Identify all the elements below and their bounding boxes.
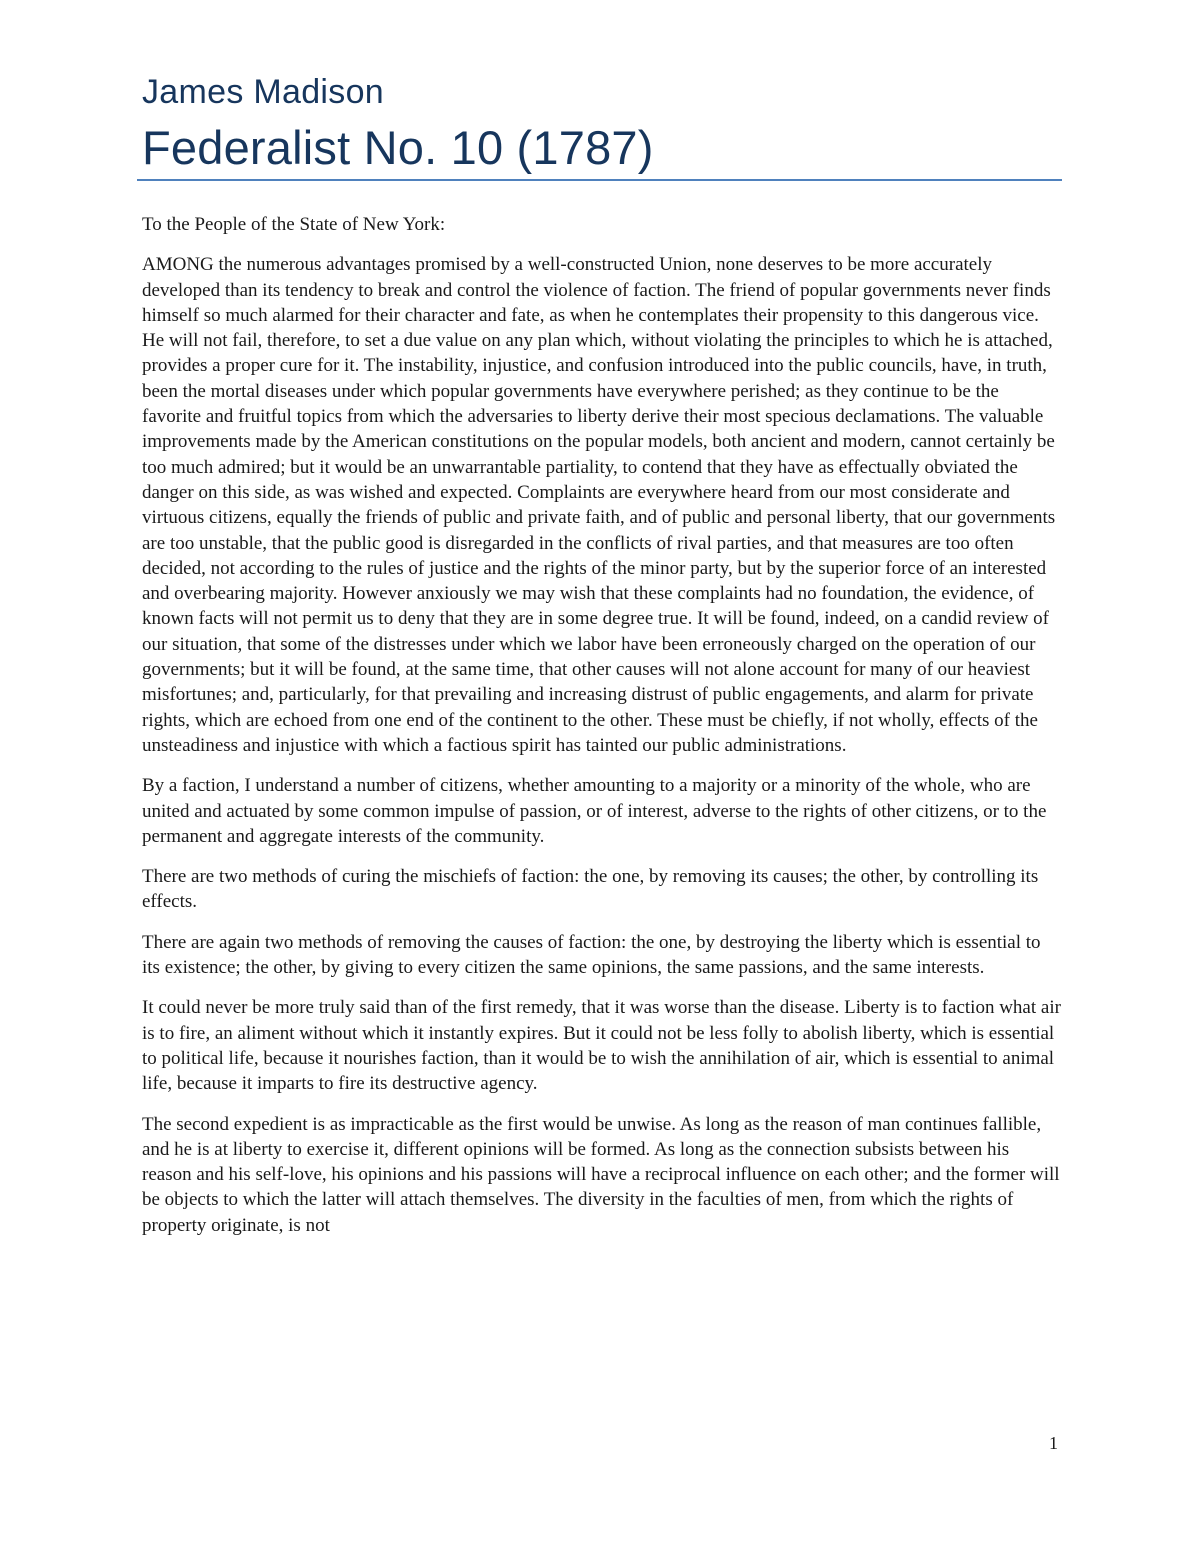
document-title: Federalist No. 10 (1787): [142, 121, 654, 174]
page-number: 1: [1049, 1433, 1058, 1453]
paragraph-6: The second expedient is as impracticable as the first would be unwise. As long as the reason of man continues fallible, and he is at liberty to exercise it, different opinions will be formed. As long as the connection subsists between his reason and his self-love, his opinions and his passions will have a reciprocal influence on each other; and the former will be objects to which the latter will attach themselves. The diversity in the faculties of men, from which the rights of property originate, is not: [142, 1113, 1060, 1236]
paragraph-3: There are two methods of curing the mischiefs of faction: the one, by removing its causes; the other, by controlling its effects.: [142, 866, 1039, 913]
paragraph-4: There are again two methods of removing the causes of faction: the one, by destroying the liberty which is essential to its existence; the other, by giving to every citizen the same opinions, the same passions, and the same interests.: [142, 931, 1041, 979]
paragraph-1: AMONG the numerous advantages promised by a well-constructed Union, none deserves to be more accurately developed than its tendency to break and control the violence of faction. The friend of popular governments never finds himself so much alarmed for their character and fate, as when he contemplates their propensity to this dangerous vice. He will not fail, therefore, to set a due value on any plan which, without violating the principles to which he is attached, provides a proper cure for it. The instability, injustice, and confusion introduced into the public councils, have, in truth, been the mortal diseases under which popular governments have everywhere perished; as they continue to be the favorite and fruitful topics from which the adversaries to liberty derive their most specious declamations. The valuable improvements made by the American constitutions on the popular models, both ancient and modern, cannot certainly be too much admired; but it would be an unwarrantable partiality, to contend that they have as effectually obviated the danger on this side, as was wished and expected. Complaints are everywhere heard from our most considerate and virtuous citizens, equally the friends of public and private faith, and of public and personal liberty, that our governments are too unstable, that the public good is disregarded in the conflicts of rival parties, and that measures are too often decided, not according to the rules of justice and the rights of the minor party, but by the superior force of an interested and overbearing majority. However anxiously we may wish that these complaints had no foundation, the evidence, of known facts will not permit us to deny that they are in some degree true. It will be found, indeed, on a candid review of our situation, that some of the distresses under which we labor have been erroneously charged on the operation of our governments; but it will be found, at the same time, that other causes will not alone account for many of our heaviest misfortunes; and, particularly, for that prevailing and increasing distrust of public engagements, and alarm for private rights, which are echoed from one end of the continent to the other. These must be chiefly, if not wholly, effects of the unsteadiness and injustice with which a factious spirit has tainted our public administrations.: [142, 254, 1056, 756]
title-divider: [137, 179, 1062, 181]
salutation: To the People of the State of New York:: [142, 214, 446, 235]
document-body: [142, 212, 1062, 1253]
paragraph-5: It could never be more truly said than of the first remedy, that it was worse than the disease. Liberty is to faction what air is to fire, an aliment without which it instantly expires. But it could not be less folly to abolish liberty, which is essential to political life, because it nourishes faction, than it would be to wish the annihilation of air, which is essential to animal life, because it imparts to fire its destructive agency.: [142, 997, 1061, 1095]
paragraph-2: By a faction, I understand a number of citizens, whether amounting to a majority or a minority of the whole, who are united and actuated by some common impulse of passion, or of interest, adverse to the rights of other citizens, or to the permanent and aggregate interests of the community.: [142, 775, 1047, 847]
author-name: James Madison: [142, 73, 384, 111]
document-header: [142, 70, 1062, 178]
